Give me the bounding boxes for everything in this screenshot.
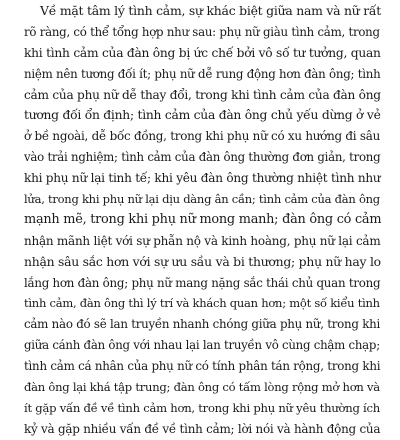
text-line: khi phụ nữ lại tinh tế; khi yêu đàn ông thường nhiệt tình như [24,171,381,186]
text-line: giữa cánh đàn ông với nhau lại lan truyền vô cùng chậm chạp; [24,338,380,353]
text-line: rõ ràng, có thể tổng hợp như sau: phụ nữ giàu tình cảm, trong [24,24,380,39]
text-line: nhận sâu sắc hơn với sự ưu sầu và bi thương; phụ nữ hay lo [24,253,381,269]
text-line: kỷ và gặp nhiều vấn đề về tình cảm; lời nói và hành động của [24,421,381,436]
text-line: khi tình cảm của đàn ông bị ức chế bởi vô số tư tưởng, quan [24,45,381,60]
text-line: tương đối ổn định; tình cảm của đàn ông chủ yếu dừng ở vẻ [24,108,381,123]
text-line: cảm của phụ nữ dễ thay đổi, trong khi tình cảm của đàn ông [24,87,381,102]
text-line: mạnh mẽ, trong khi phụ nữ mong manh; đàn ông có cảm [24,211,382,227]
text-line: vào trải nghiệm; tình cảm của đàn ông thường đơn giản, trong [24,150,381,165]
text-line: cảm nào đó sẽ lan truyền nhanh chóng giữa phụ nữ, trong khi [24,317,381,332]
text-line: ở bề ngoài, dễ bốc đồng, trong khi phụ nữ có xu hướng đi sâu [24,129,380,144]
text-line: niệm nên tương đối ít; phụ nữ dễ rung động hơn đàn ông; tình [24,66,381,81]
text-line: tình cảm, đàn ông thì lý trí và khách quan hơn; một số kiểu tình [24,296,380,311]
text-line: nhận mãnh liệt với sự phẫn nộ và kinh hoàng, phụ nữ lại cảm [24,233,381,248]
body-paragraph [24,1,382,440]
text-line: lửa, trong khi phụ nữ lại dịu dàng ân cần; tình cảm của đàn ông [24,192,380,207]
text-line: ít gặp vấn đề về tình cảm hơn, trong khi phụ nữ yêu thường ích [24,400,380,415]
text-line: đàn ông lại khá tập trung; đàn ông có tấm lòng rộng mở hơn và [24,380,380,395]
text-line: lắng hơn đàn ông; phụ nữ mang nặng sắc thái chủ quan trong [24,275,381,290]
text-line: Về mặt tâm lý tình cảm, sự khác biệt giữa nam và nữ rất [40,3,382,18]
text-line: tình cảm cá nhân của phụ nữ có tính phân tán rộng, trong khi [24,359,381,374]
